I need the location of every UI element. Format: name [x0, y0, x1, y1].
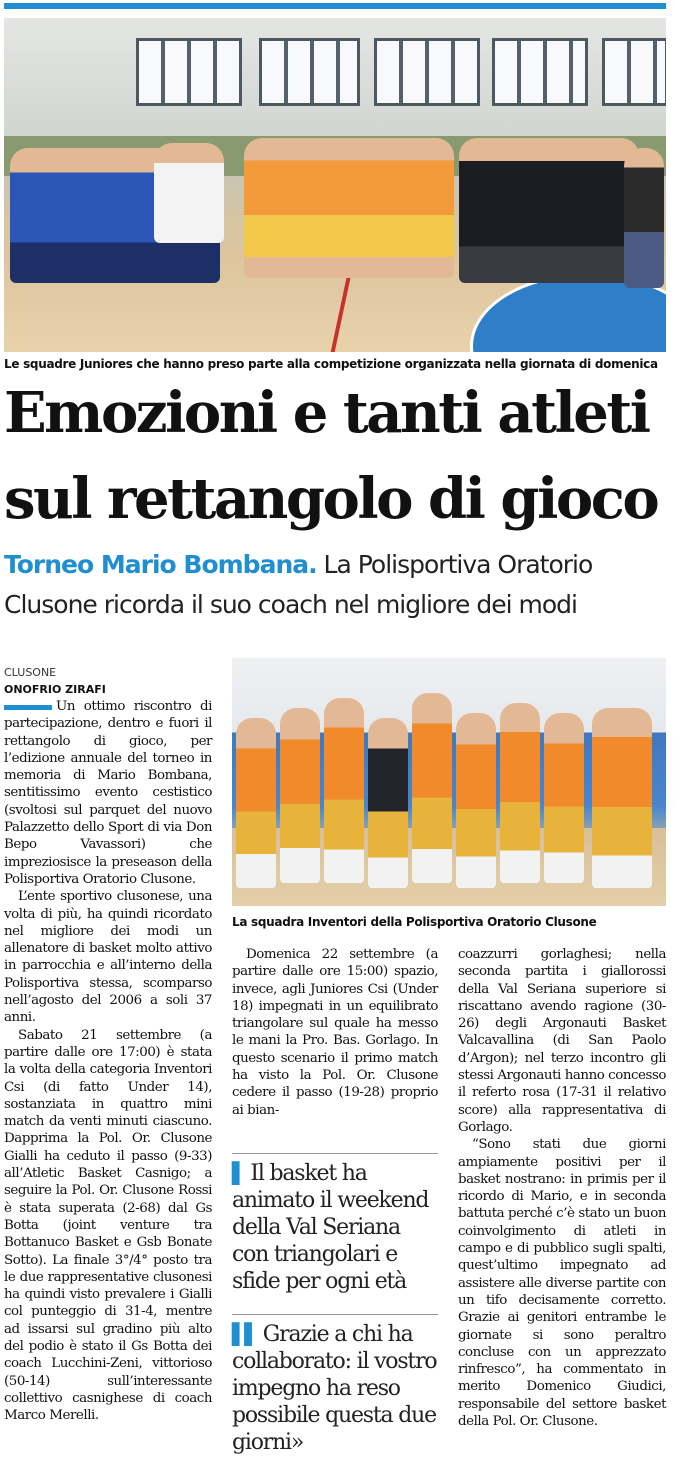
headline-line1: Emozioni e tanti atleti: [4, 380, 649, 446]
quote-marker-icon: ▌▌: [232, 1322, 257, 1346]
divider: [232, 1314, 438, 1315]
paragraph: coazzurri gorlaghesi; nella seconda partita i giallorossi della Val Seriana superiore si riscattano avendo ragione (30-26) degli Argonauti Basket Valcavallina (di San Paolo d’Argon); nel terzo incontro gli stessi Argonauti hanno concesso il referto rosa (17-31 il relativo score) alla rappresentativa di Gorlago.: [458, 947, 666, 1135]
photo1-caption: Le squadre Juniores che hanno preso parte alla competizione organizzata nella giornata di domenica: [4, 357, 658, 371]
subhead-line1: [4, 552, 592, 577]
pull-quote-text: Il basket ha animato il weekend della Val Seriana con triangolari e sfide per ogni età: [232, 1161, 429, 1294]
inventori-team-photo: [232, 658, 666, 906]
top-accent-bar: [4, 3, 666, 9]
subhead-lead: Torneo Mario Bombana.: [4, 550, 317, 579]
paragraph: Un ottimo riscontro di partecipazione, dentro e fuori il rettangolo di gioco, per l’edizione annuale del torneo in memoria di Mario Bombana, sentitissimo evento cestistico (svoltosi sul parquet del nuovo Palazzetto dello Sport di via Don Bepo Vavassori) che impreziosisce la preseason della Polisportiva Oratorio Clusone.: [4, 699, 212, 887]
subhead-rest: La Polisportiva Oratorio: [316, 550, 593, 579]
byline-author: ONOFRIO ZIRAFI: [4, 683, 106, 696]
juniores-team-photo: [4, 18, 666, 352]
paragraph: L’ente sportivo clusonese, una volta di più, ha quindi ricordato nel migliore dei modi un allenatore di basket molto attivo in parrocchia e all’interno della Polisportiva stessa, scomparso nell’agosto del 2006 a soli 37 anni.: [4, 889, 212, 1026]
paragraph: Domenica 22 settembre (a partire dalle ore 15:00) spazio, invece, agli Juniores Csi (Under 18) impegnati in un equilibrato triangolare sul quale ha messo le mani la Pro. Bas. Gorlago. In questo scenario il primo match ha visto la Pol. Or. Clusone cedere il passo (19-28) proprio ai bian-: [232, 947, 438, 1118]
pull-quote-2: [232, 1321, 438, 1456]
byline-place: CLUSONE: [4, 666, 57, 679]
quote-marker-icon: ▌: [232, 1161, 245, 1185]
article-column-a: [4, 698, 212, 1424]
divider: [232, 1153, 438, 1154]
photo2-caption: La squadra Inventori della Polisportiva Oratorio Clusone: [232, 915, 597, 929]
pull-quote-text: Grazie a chi ha collaborato: il vostro impegno ha reso possibile questa due giorni»: [232, 1322, 437, 1455]
article-column-b: [232, 946, 438, 1119]
paragraph: Sabato 21 settembre (a partire dalle ore 17:00) è stata la volta della categoria Inventori Csi (di fatto Under 14), sostanziata in quattro mini match da venti minuti ciascuno. Dapprima la Pol. Or. Clusone Gialli ha ceduto il passo (9-33) all’Atletic Basket Casnigo; a seguire la Pol. Or. Clusone Rossi è stata superata (2-68) dal Gs Botta (joint venture tra Bottanuco Basket e Gsb Bonate Sotto). La finale 3°/4° posto tra le due rappresentative clusonesi ha quindi visto prevalere i Gialli col punteggio di 31-4, mentre ad issarsi sul gradino più alto del podio è stato il Gs Botta dei coach Lucchini-Zeni, vittorioso (50-14) sull’interessante collettivo casnighese di coach Marco Merelli.: [4, 1027, 212, 1424]
subhead-line2: Clusone ricorda il suo coach nel migliore dei modi: [4, 590, 577, 619]
pull-quote-1: [232, 1160, 438, 1295]
article-column-c: [458, 946, 666, 1430]
paragraph: “Sono stati due giorni ampiamente positivi per il basket nostrano: in primis per il ricordo di Mario, e in seconda battuta perché c’è stato un buon coinvolgimento di atleti in campo e di pubblico sugli spalti, quest’ultimo impegnato ad assistere alle diverse partite con un tifo decisamente corretto. Grazie ai genitori entrambe le giornate si sono peraltro concluse con un apprezzato rinfresco”, ha commentato in merito Domenico Giudici, responsabile del settore basket della Pol. Or. Clusone.: [458, 1137, 666, 1430]
headline-line2: sul rettangolo di gioco: [4, 466, 658, 532]
